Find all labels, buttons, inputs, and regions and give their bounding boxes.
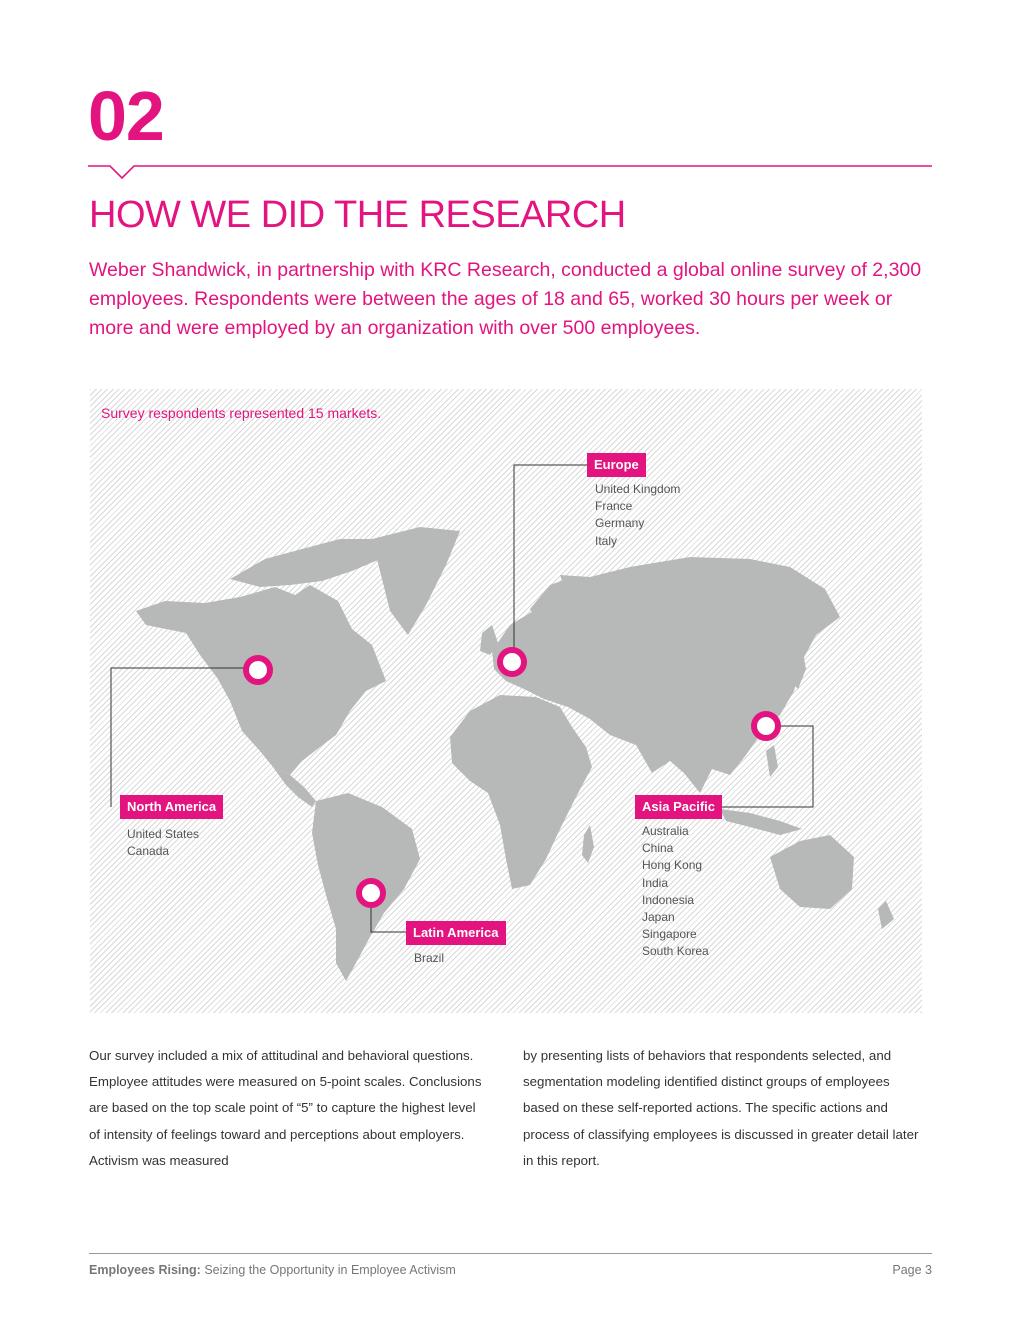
section-number: 02 — [88, 77, 164, 155]
country-item: South Korea — [642, 944, 709, 959]
body-column-right: by presenting lists of behaviors that respondents selected, and segmentation modeling identified distinct groups of employees based on these self-reported actions. The specific actions and process of classifying employees is discussed in greater detail later in this report. — [523, 1048, 919, 1168]
page-number: Page 3 — [892, 1263, 932, 1277]
country-list-latin-america — [414, 950, 444, 967]
country-item: Germany — [595, 516, 645, 531]
country-item: Japan — [642, 910, 675, 925]
country-list-asia-pacific — [642, 823, 709, 961]
country-item: Brazil — [414, 951, 445, 965]
region-label-north-america: North America — [120, 795, 223, 819]
country-item: Indonesia — [642, 892, 695, 907]
marker-asia-pacific — [754, 714, 778, 738]
landmass-africa — [450, 695, 592, 889]
landmass-indonesia — [720, 809, 802, 835]
country-item: India — [642, 875, 669, 890]
country-item: United Kingdom — [595, 482, 681, 496]
landmass-new-zealand — [878, 901, 894, 929]
intro-paragraph: Weber Shandwick, in partnership with KRC Research, conducted a global online survey of 2,300 employees. Respondents were between the ages of 18 and 65, worked 30 hours per week or more and were employed by an organization with over 500 employees. — [89, 259, 922, 339]
country-item: Italy — [595, 533, 618, 548]
map-caption: Survey respondents represented 15 markets. — [101, 405, 382, 421]
page-title: HOW WE DID THE RESEARCH — [89, 194, 626, 236]
country-item: France — [595, 499, 633, 514]
survey-map-panel — [90, 389, 922, 1013]
marker-latin-america — [359, 881, 383, 905]
country-item: Hong Kong — [642, 858, 703, 873]
marker-europe — [500, 650, 524, 674]
landmass-greenland — [372, 527, 460, 635]
country-item: Canada — [127, 844, 170, 859]
region-label-latin-america: Latin America — [406, 921, 506, 945]
landmass-philippines — [766, 745, 778, 777]
footer-report-subtitle: Seizing the Opportunity in Employee Activism — [204, 1263, 456, 1277]
title-divider — [88, 160, 934, 186]
marker-north-america — [246, 658, 270, 682]
country-item: United States — [127, 827, 200, 841]
region-label-europe: Europe — [587, 453, 646, 477]
country-item: Australia — [642, 824, 689, 838]
world-map — [90, 389, 922, 1013]
country-list-europe — [595, 481, 680, 550]
landmass-australia — [770, 835, 854, 909]
footer-report-title — [89, 1263, 456, 1277]
landmass-central-america — [273, 767, 316, 807]
country-item: China — [642, 841, 674, 856]
footer-divider — [89, 1253, 932, 1254]
region-label-asia-pacific: Asia Pacific — [635, 795, 722, 819]
footer-report-name: Employees Rising: — [89, 1263, 201, 1277]
country-item: Singapore — [642, 927, 697, 942]
landmass-arctic-islands — [230, 539, 385, 587]
body-column-left: Our survey included a mix of attitudinal and behavioral questions. Employee attitudes were measured on 5-point scales. Conclusions are based on the top scale point of “5” to capture the highest level of intensity of feelings toward and perceptions about employers. Activism was measured — [89, 1048, 482, 1168]
landmass-madagascar — [582, 825, 594, 863]
country-list-north-america — [127, 826, 199, 860]
